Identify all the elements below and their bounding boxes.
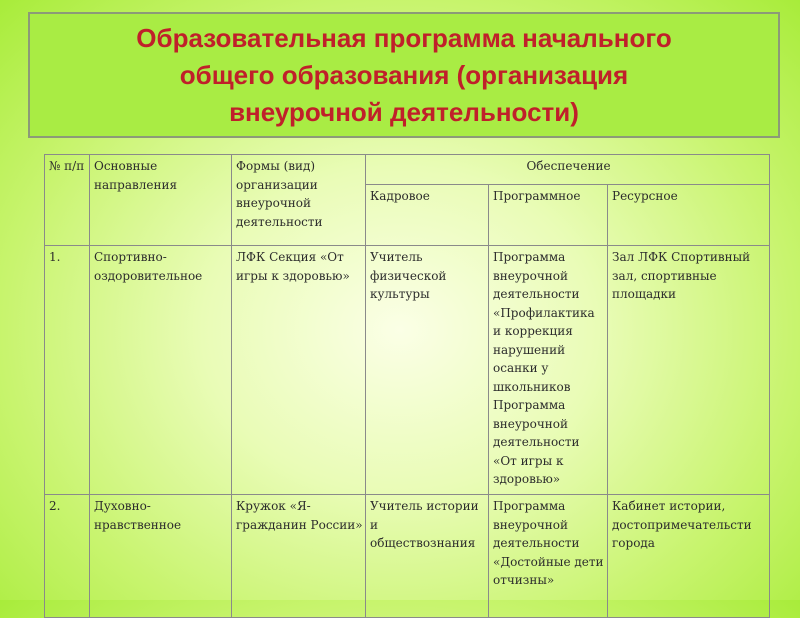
table-header-row [45, 155, 770, 185]
cell-direction: Спортивно-оздоровительное [90, 246, 232, 495]
cell-resource: Зал ЛФК Спортивный зал, спортивные площадки [608, 246, 770, 495]
cell-staff: Учитель истории и обществознания [366, 495, 489, 618]
cell-resource: Кабинет истории, достопримечательсти города [608, 495, 770, 618]
cell-num: 1. [45, 246, 90, 495]
header-provision: Обеспечение [366, 155, 770, 185]
cell-staff: Учитель физической культуры [366, 246, 489, 495]
slide-title-box [28, 12, 780, 138]
header-num: № п/п [45, 155, 90, 246]
cell-forms: Кружок «Я-гражданин России» [232, 495, 366, 618]
header-program: Программное [489, 185, 608, 246]
header-forms: Формы (вид) организации внеурочной деятельности [232, 155, 366, 246]
program-table [44, 154, 770, 618]
slide-title-line-1: Образовательная программа начального [136, 22, 672, 53]
cell-forms: ЛФК Секция «От игры к здоровью» [232, 246, 366, 495]
header-direction: Основные направления [90, 155, 232, 246]
cell-num: 2. [45, 495, 90, 618]
cell-program: Программа внеурочной деятельности «Профилактика и коррекция нарушений осанки у школьников Программа внеурочной деятельности «От игры к здоровью» [489, 246, 608, 495]
cell-program: Программа внеурочной деятельности «Достойные дети отчизны» [489, 495, 608, 618]
slide-title-line-3: внеурочной деятельности) [229, 96, 579, 127]
header-resource: Ресурсное [608, 185, 770, 246]
cell-direction: Духовно-нравственное [90, 495, 232, 618]
table-row [45, 495, 770, 618]
slide-title-line-2: общего образования (организация [179, 59, 629, 90]
header-staff: Кадровое [366, 185, 489, 246]
table-row [45, 246, 770, 495]
